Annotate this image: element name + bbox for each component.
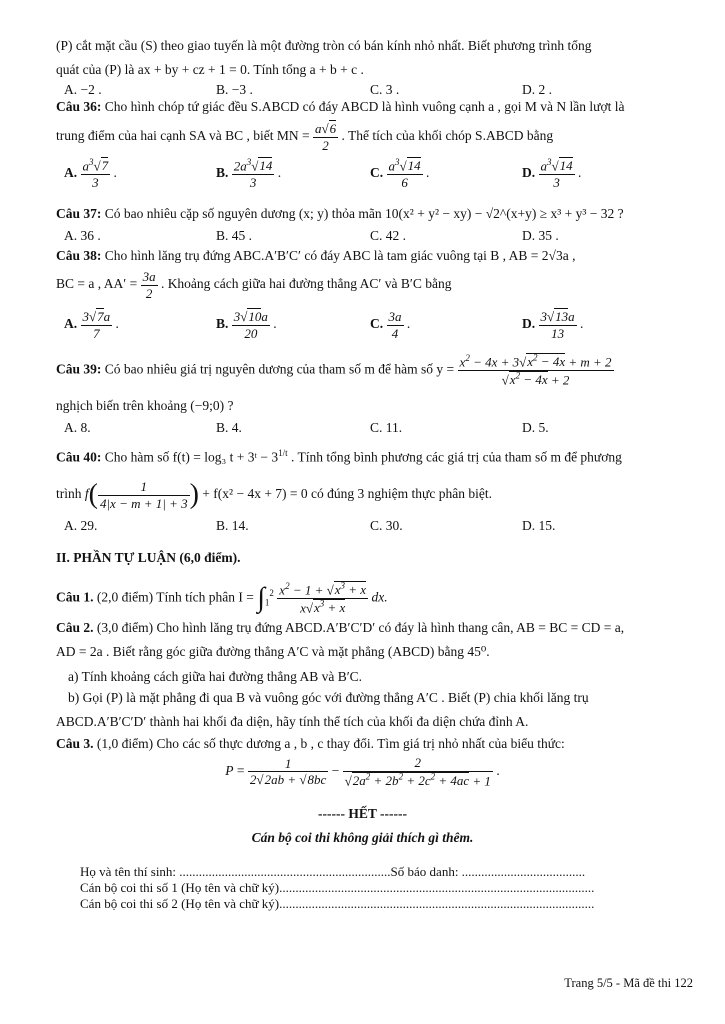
essay-c2-line-1: Câu 2. (3,0 điểm) Cho hình lăng trụ đứng ABCD.A′B′C′D′ có đáy là hình thang cân, AB = BC = CD = a, — [56, 620, 625, 635]
q39-answer-b: B. 4. — [216, 420, 242, 435]
essay-c2-part-a: a) Tính khoảng cách giữa hai đường thẳng AB và B′C. — [68, 669, 363, 684]
q38-text: Cho hình lăng trụ đứng ABC.A′B′C′ có đáy ABC là tam giác vuông tại B , AB = 2√3a , — [104, 248, 576, 263]
proctor-note: Cán bộ coi thi không giải thích gì thêm. — [251, 830, 474, 845]
proctor-2-line: Cán bộ coi thi số 2 (Họ tên và chữ ký)................................................................................................. — [80, 896, 595, 911]
q35-answer-b: B. −3 . — [216, 82, 253, 97]
q35-line-1: (P) cắt mặt cầu (S) theo giao tuyến là một đường tròn có bán kính nhỏ nhất. Biết phương trình tổng — [56, 38, 592, 53]
q35-answer-a: A. −2 . — [64, 82, 102, 97]
essay-c2-label: Câu 2. — [56, 620, 94, 635]
q38-label: Câu 38: — [56, 248, 102, 263]
q39-answer-c: C. 11. — [370, 420, 403, 435]
q38-answer-b: B. $\frac{3√10a}{20}$ . — [216, 309, 277, 341]
q39-answer-a: A. 8. — [64, 420, 91, 435]
candidate-info-line: Họ và tên thí sinh: .................................................................Số báo danh: ...................................... — [80, 864, 586, 879]
q39-answer-d: D. 5. — [522, 420, 549, 435]
q37-answer-a: A. 36 . — [64, 228, 101, 243]
q37-answer-c: C. 42 . — [370, 228, 407, 243]
q36-answer-c: C. $\frac{a^3√14}{6}$ . — [370, 157, 430, 190]
end-marker: ------ HẾT ------ — [318, 806, 407, 821]
q39-line-2: nghịch biến trên khoảng (−9;0) ? — [56, 398, 234, 413]
q38-line-1 — [56, 248, 695, 265]
q36-answer-b: B. $\frac{2a^3√14}{3}$ . — [216, 157, 282, 190]
q38-aa-fraction: $\frac{3a}{2}$ — [142, 269, 156, 301]
q36-label: Câu 36: — [56, 99, 102, 114]
q36-text-2a: trung điểm của hai cạnh SA và BC , biết MN = — [56, 128, 310, 144]
q39-text: Có bao nhiêu giá trị nguyên dương của tham số m để hàm số y = — [104, 361, 455, 377]
essay-c1-line: Câu 1. (2,0 điểm) Tính tích phân $I = \int_1^2$ $\frac{x^2 - 1 + √x^3 + x}{x√x^3 + x}$ dx. — [56, 581, 388, 616]
q35-answer-c: C. 3 . — [370, 82, 400, 97]
q40-fraction: $\frac{1}{4|x - m + 1| + 3}$ — [99, 479, 188, 511]
q40-answer-a: A. 29. — [64, 518, 98, 533]
q40-answer-d: D. 15. — [522, 518, 556, 533]
q35-answer-d: D. 2 . — [522, 82, 552, 97]
q40-line-1: Câu 40: Cho hàm số f(t) = log₃ t + 3ᵗ − $3^{1/t}$ . Tính tổng bình phương các giá trị của tham số m để phương — [56, 448, 622, 465]
q38-answer-c: C. $\frac{3a}{4}$ . — [370, 309, 411, 341]
q36-mn-fraction: $\frac{a√6}{2}$ — [314, 121, 337, 153]
q39-label: Câu 39: — [56, 361, 102, 377]
page-footer: Trang 5/5 - Mã đề thi 122 — [564, 976, 693, 990]
q36-answer-d: D. $\frac{a^3√14}{3}$ . — [522, 157, 582, 190]
q40-answer-c: C. 30. — [370, 518, 403, 533]
q37-label: Câu 37: — [56, 206, 102, 221]
proctor-1-line: Cán bộ coi thi số 1 (Họ tên và chữ ký)................................................................................................. — [80, 880, 595, 895]
q36-answer-a: A. $\frac{a^3√7}{3}$ . — [64, 157, 117, 190]
q36-line-2 — [56, 122, 695, 152]
q40-answer-b: B. 14. — [216, 518, 249, 533]
q38-answer-a: A. $\frac{3√7a}{7}$ . — [64, 309, 119, 341]
q37-answer-b: B. 45 . — [216, 228, 253, 243]
q37-answer-d: D. 35 . — [522, 228, 559, 243]
q38-line-2: BC = a , AA′ = $\frac{3a}{2}$ . Khoảng cách giữa hai đường thẳng AC′ và B′C bằng — [56, 269, 452, 301]
essay-c3-label: Câu 3. — [56, 736, 94, 751]
q37-text: Có bao nhiêu cặp số nguyên dương (x; y) thỏa mãn 10(x² + y² − xy) − √2^(x+y) ≥ x³ + y³ − 32 ? — [104, 206, 624, 221]
q36-text: Cho hình chóp tứ giác đều S.ABCD có đáy ABCD là hình vuông cạnh a , gọi M và N lần lượt là — [104, 99, 625, 114]
q36-line-1 — [56, 99, 695, 116]
essay-c3-formula: P = $\frac{1}{2√2ab + √8bc}$ − $\frac{2}{√2a^2 + 2b^2 + 2c^2 + 4ac + 1}$ . — [225, 755, 500, 788]
part2-heading: II. PHẦN TỰ LUẬN (6,0 điểm). — [56, 550, 241, 565]
essay-c3-line: Câu 3. (1,0 điểm) Cho các số thực dương a , b , c thay đổi. Tìm giá trị nhỏ nhất của biểu thức: — [56, 736, 565, 751]
q39-line-1 — [56, 354, 695, 387]
q37-line — [56, 206, 695, 223]
essay-c2-part-b-2: ABCD.A′B′C′D′ thành hai khối đa diện, hãy tính thể tích của khối đa diện chứa đỉnh A. — [56, 714, 529, 729]
essay-c2-line-2: AD = 2a . Biết rằng góc giữa đường thẳng A′C và mặt phẳng (ABCD) bằng 45⁰. — [56, 644, 490, 659]
essay-c1-integrand: $\frac{x^2 - 1 + √x^3 + x}{x√x^3 + x}$ — [279, 581, 367, 616]
q36-text-2b: . Thể tích của khối chóp S.ABCD bằng — [341, 128, 554, 144]
essay-c2-part-b-1: b) Gọi (P) là mặt phẳng đi qua B và vuông góc với đường thẳng A′C . Biết (P) chia khối lăng trụ — [68, 690, 589, 705]
q40-line-2: trình f( $\frac{1}{4|x - m + 1| + 3}$ ) + f(x² − 4x + 7) = 0 có đúng 3 nghiệm thực phân biệt. — [56, 479, 492, 511]
q35-line-2: quát của (P) là ax + by + cz + 1 = 0. Tính tổng a + b + c . — [56, 62, 364, 77]
q38-answer-d: D. $\frac{3√13a}{13}$ . — [522, 309, 584, 341]
q39-function-fraction: $\frac{x^2 - 4x + 3√x^2 - 4x + m + 2}{√x^2 - 4x + 2}$ — [459, 353, 612, 388]
q40-label: Câu 40: — [56, 449, 102, 465]
essay-c1-label: Câu 1. — [56, 589, 94, 605]
